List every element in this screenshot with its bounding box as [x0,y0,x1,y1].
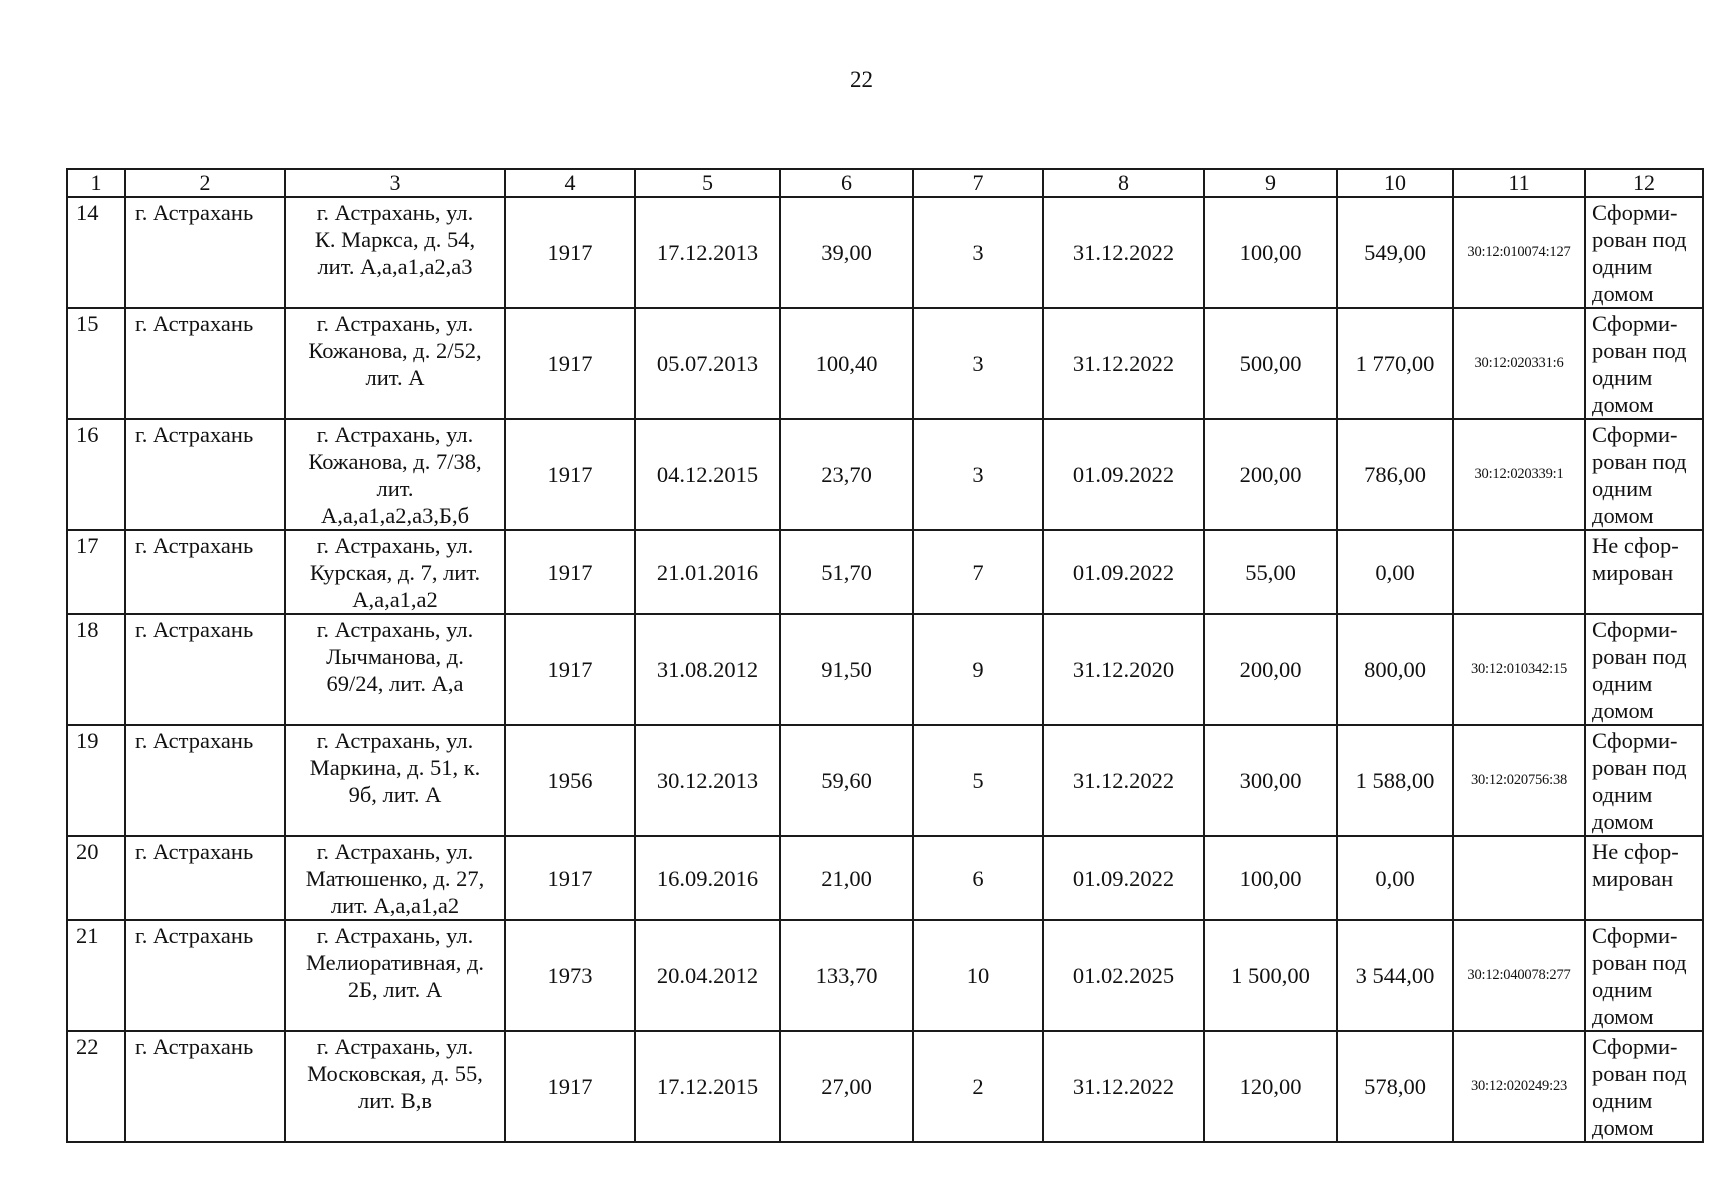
area-text: 133,70 [815,963,878,988]
column-10-value-cell [1337,530,1453,614]
count-cell [913,1031,1043,1142]
row-number-text: 14 [76,200,99,225]
city-cell [125,419,285,530]
column-header: 7 [913,169,1043,197]
column-9-value-text: 120,00 [1239,1074,1302,1099]
status-cell [1585,1031,1703,1142]
address-text: г. Астрахань, ул. Курская, д. 7, лит. А,а,а1,а2 [309,533,481,612]
year-text: 1917 [547,240,593,265]
date-cell [635,419,780,530]
table-row [67,725,1703,836]
address-cell [285,419,505,530]
cadastral-number-cell [1453,308,1585,419]
row-number-text: 20 [76,839,99,864]
table-row [67,836,1703,920]
count-text: 2 [972,1074,984,1099]
year-text: 1917 [547,657,593,682]
count-text: 3 [972,240,984,265]
status-cell [1585,920,1703,1031]
area-text: 51,70 [821,559,872,585]
deadline-date-cell [1043,308,1204,419]
status-text: Сформи- рован под одним домом [1592,311,1687,417]
address-text: г. Астрахань, ул. Кожанова, д. 2/52, лит. А [308,311,482,390]
column-10-value-cell [1337,920,1453,1031]
area-text: 39,00 [821,240,872,265]
count-cell [913,308,1043,419]
area-cell [780,1031,913,1142]
date-cell [635,1031,780,1142]
column-9-value-cell [1204,920,1337,1031]
area-text: 91,50 [821,657,872,682]
cadastral-number-cell [1453,1031,1585,1142]
column-10-value-text: 0,00 [1375,865,1415,891]
year-cell [505,1031,635,1142]
year-text: 1973 [547,963,593,988]
deadline-date-text: 01.02.2025 [1072,963,1175,988]
area-text: 100,40 [815,351,878,376]
column-9-value-text: 55,00 [1245,559,1296,585]
row-number-text: 16 [76,422,99,447]
city-cell [125,725,285,836]
cadastral-number-text: 30:12:020331:6 [1474,355,1564,371]
area-cell [780,725,913,836]
area-cell [780,308,913,419]
column-10-value-text: 549,00 [1364,240,1426,265]
count-cell [913,725,1043,836]
year-cell [505,836,635,920]
status-cell [1585,836,1703,920]
city-text: г. Астрахань [135,617,254,642]
cadastral-number-text: 30:12:020756:38 [1470,772,1568,788]
city-cell [125,920,285,1031]
table-row [67,197,1703,308]
address-cell [285,308,505,419]
deadline-date-text: 31.12.2020 [1072,657,1175,682]
row-number-cell [67,920,125,1031]
status-text: Сформи- рован под одним домом [1592,422,1687,528]
column-10-value-cell [1337,725,1453,836]
area-cell [780,197,913,308]
date-text: 30.12.2013 [656,768,759,793]
deadline-date-cell [1043,614,1204,725]
count-cell [913,197,1043,308]
column-header: 4 [505,169,635,197]
row-number-cell [67,1031,125,1142]
deadline-date-text: 31.12.2022 [1072,768,1175,793]
deadline-date-cell [1043,197,1204,308]
date-text: 17.12.2015 [656,1074,759,1099]
date-cell [635,920,780,1031]
count-text: 10 [966,963,990,988]
status-cell [1585,308,1703,419]
column-9-value-text: 300,00 [1239,768,1302,793]
deadline-date-text: 31.12.2022 [1072,1074,1175,1099]
deadline-date-text: 31.12.2022 [1072,351,1175,376]
area-text: 59,60 [821,768,872,793]
date-text: 31.08.2012 [656,657,759,682]
area-text: 23,70 [821,462,872,487]
year-cell [505,530,635,614]
city-text: г. Астрахань [135,422,254,447]
table-row [67,308,1703,419]
year-cell [505,725,635,836]
table-body [67,197,1703,1142]
status-text: Сформи- рован под одним домом [1592,200,1687,306]
table-row [67,920,1703,1031]
date-cell [635,197,780,308]
area-cell [780,419,913,530]
count-cell [913,614,1043,725]
cadastral-number-text: 30:12:020339:1 [1474,466,1564,482]
status-cell [1585,419,1703,530]
year-cell [505,197,635,308]
city-text: г. Астрахань [135,311,254,336]
year-cell [505,614,635,725]
cadastral-number-cell [1453,197,1585,308]
address-cell [285,530,505,614]
column-10-value-text: 786,00 [1364,462,1426,487]
city-cell [125,836,285,920]
column-10-value-cell [1337,836,1453,920]
date-text: 20.04.2012 [656,963,759,988]
city-text: г. Астрахань [135,200,254,225]
year-text: 1956 [547,768,593,793]
row-number-cell [67,308,125,419]
year-text: 1917 [547,1074,593,1099]
column-9-value-text: 200,00 [1239,657,1302,682]
area-text: 27,00 [821,1074,872,1099]
row-number-text: 19 [76,728,99,753]
date-text: 05.07.2013 [656,351,759,376]
status-text: Сформи- рован под одним домом [1592,923,1687,1029]
date-text: 04.12.2015 [656,462,759,487]
deadline-date-cell [1043,836,1204,920]
column-10-value-text: 800,00 [1364,657,1426,682]
column-header: 5 [635,169,780,197]
column-header: 10 [1337,169,1453,197]
date-cell [635,614,780,725]
count-text: 7 [972,559,984,585]
city-text: г. Астрахань [135,1034,254,1059]
row-number-text: 18 [76,617,99,642]
count-text: 9 [972,657,984,682]
year-cell [505,308,635,419]
table-row [67,614,1703,725]
column-10-value-cell [1337,419,1453,530]
address-cell [285,197,505,308]
status-text: Не сфор- мирован [1592,533,1679,585]
column-9-value-cell [1204,836,1337,920]
address-text: г. Астрахань, ул. К. Маркса, д. 54, лит. А,а,а1,а2,а3 [314,200,476,279]
column-header: 11 [1453,169,1585,197]
count-cell [913,419,1043,530]
year-text: 1917 [547,462,593,487]
status-cell [1585,614,1703,725]
count-text: 6 [972,865,984,891]
year-text: 1917 [547,865,593,891]
column-10-value-cell [1337,1031,1453,1142]
address-cell [285,1031,505,1142]
deadline-date-text: 31.12.2022 [1072,240,1175,265]
city-cell [125,614,285,725]
column-10-value-text: 578,00 [1364,1074,1426,1099]
count-text: 3 [972,351,984,376]
cadastral-number-cell [1453,836,1585,920]
deadline-date-text: 01.09.2022 [1072,462,1175,487]
date-text: 21.01.2016 [656,559,759,585]
table-header [67,169,1703,197]
date-cell [635,308,780,419]
status-text: Сформи- рован под одним домом [1592,617,1687,723]
address-text: г. Астрахань, ул. Московская, д. 55, лит. В,в [307,1034,483,1113]
column-9-value-cell [1204,308,1337,419]
deadline-date-cell [1043,920,1204,1031]
cadastral-number-cell [1453,530,1585,614]
year-text: 1917 [547,351,593,376]
deadline-date-text: 01.09.2022 [1072,865,1175,891]
column-header: 8 [1043,169,1204,197]
cadastral-number-cell [1453,725,1585,836]
deadline-date-cell [1043,725,1204,836]
deadline-date-cell [1043,530,1204,614]
count-cell [913,530,1043,614]
row-number-cell [67,836,125,920]
row-number-text: 17 [76,533,99,558]
cadastral-number-text: 30:12:010074:127 [1467,244,1571,260]
year-cell [505,920,635,1031]
column-10-value-text: 1 770,00 [1355,351,1435,376]
column-10-value-cell [1337,614,1453,725]
column-10-value-text: 1 588,00 [1355,768,1435,793]
registry-table [66,168,1704,1143]
row-number-cell [67,725,125,836]
address-cell [285,614,505,725]
deadline-date-cell [1043,419,1204,530]
city-cell [125,197,285,308]
city-text: г. Астрахань [135,839,254,864]
cadastral-number-cell [1453,920,1585,1031]
city-text: г. Астрахань [135,728,254,753]
row-number-cell [67,419,125,530]
status-cell [1585,197,1703,308]
date-cell [635,725,780,836]
column-header: 3 [285,169,505,197]
area-cell [780,836,913,920]
address-text: г. Астрахань, ул. Матюшенко, д. 27, лит. А,а,а1,а2 [305,839,485,918]
city-text: г. Астрахань [135,923,254,948]
column-9-value-text: 500,00 [1239,351,1302,376]
count-cell [913,836,1043,920]
cadastral-number-cell [1453,419,1585,530]
column-9-value-text: 1 500,00 [1231,963,1310,988]
date-cell [635,836,780,920]
column-header: 6 [780,169,913,197]
cadastral-number-text: 30:12:040078:277 [1467,967,1571,983]
column-header: 1 [67,169,125,197]
area-cell [780,920,913,1031]
page-number: 22 [850,67,873,92]
deadline-date-text: 01.09.2022 [1072,559,1175,585]
address-cell [285,920,505,1031]
column-9-value-cell [1204,197,1337,308]
date-cell [635,530,780,614]
date-text: 17.12.2013 [656,240,759,265]
column-9-value-text: 100,00 [1239,865,1302,891]
status-cell [1585,725,1703,836]
status-cell [1585,530,1703,614]
city-text: г. Астрахань [135,533,254,558]
column-10-value-cell [1337,197,1453,308]
column-9-value-cell [1204,725,1337,836]
cadastral-number-text: 30:12:010342:15 [1470,661,1568,677]
cadastral-number-cell [1453,614,1585,725]
status-text: Не сфор- мирован [1592,839,1679,891]
column-10-value-text: 3 544,00 [1355,963,1435,988]
row-number-cell [67,530,125,614]
city-cell [125,308,285,419]
address-cell [285,836,505,920]
row-number-cell [67,197,125,308]
table-row [67,1031,1703,1142]
column-9-value-text: 100,00 [1239,240,1302,265]
column-10-value-text: 0,00 [1375,559,1415,585]
column-10-value-cell [1337,308,1453,419]
column-9-value-cell [1204,419,1337,530]
address-cell [285,725,505,836]
count-text: 5 [972,768,984,793]
area-cell [780,530,913,614]
address-text: г. Астрахань, ул. Мелиоративная, д. 2Б, лит. А [305,923,485,1002]
cadastral-number-text: 30:12:020249:23 [1470,1078,1568,1094]
column-header: 12 [1585,169,1703,197]
deadline-date-cell [1043,1031,1204,1142]
row-number-text: 15 [76,311,99,336]
city-cell [125,1031,285,1142]
count-cell [913,920,1043,1031]
column-number-row [67,169,1703,197]
status-text: Сформи- рован под одним домом [1592,1034,1687,1140]
column-9-value-cell [1204,614,1337,725]
table-row [67,530,1703,614]
address-text: г. Астрахань, ул. Лычманова, д. 69/24, лит. А,а [316,617,474,696]
row-number-cell [67,614,125,725]
city-cell [125,530,285,614]
column-9-value-cell [1204,1031,1337,1142]
date-text: 16.09.2016 [656,865,759,891]
row-number-text: 21 [76,923,99,948]
column-9-value-text: 200,00 [1239,462,1302,487]
column-header: 9 [1204,169,1337,197]
address-text: г. Астрахань, ул. Кожанова, д. 7/38, лит. А,а,а1,а2,а3,Б,б [308,422,482,528]
column-9-value-cell [1204,530,1337,614]
status-text: Сформи- рован под одним домом [1592,728,1687,834]
address-text: г. Астрахань, ул. Маркина, д. 51, к. 9б, лит. А [309,728,481,807]
count-text: 3 [972,462,984,487]
year-cell [505,419,635,530]
row-number-text: 22 [76,1034,99,1059]
table-row [67,419,1703,530]
area-cell [780,614,913,725]
area-text: 21,00 [821,865,872,891]
year-text: 1917 [547,559,593,585]
column-header: 2 [125,169,285,197]
